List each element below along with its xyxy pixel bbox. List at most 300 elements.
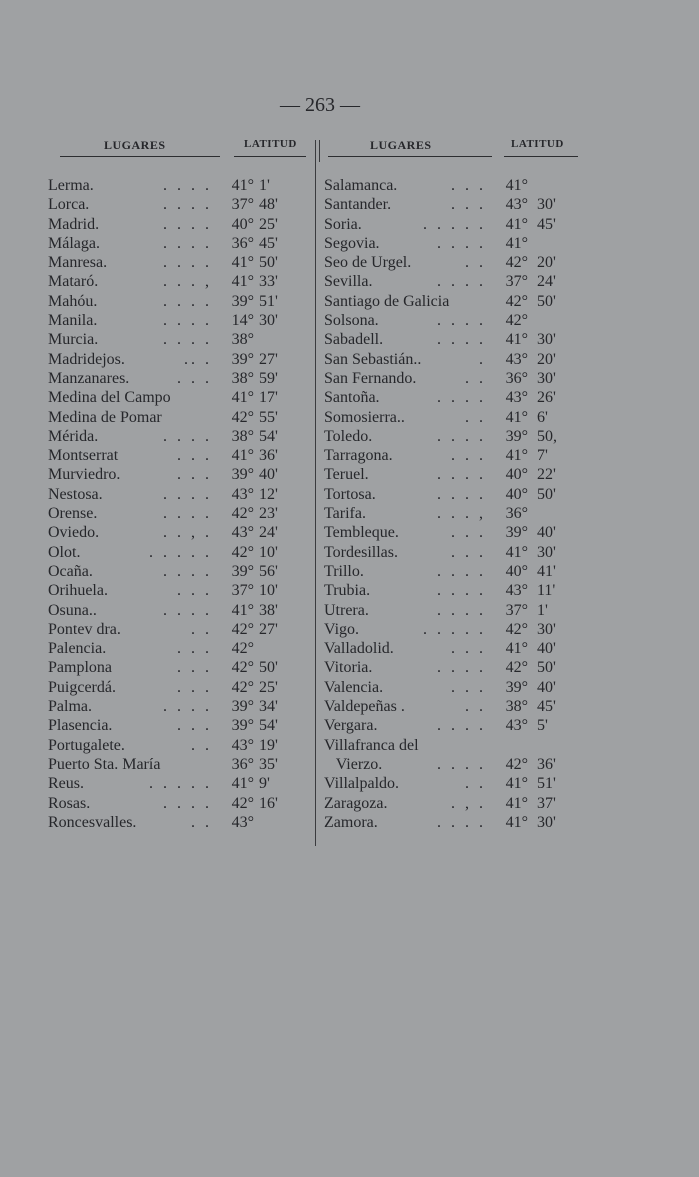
latitude-degrees: 41° bbox=[505, 234, 528, 252]
latitude-minutes: 20' bbox=[537, 254, 556, 272]
place-name: Reus. bbox=[48, 775, 84, 793]
latitude-degrees: 42° bbox=[505, 755, 528, 773]
left-header bbox=[48, 138, 310, 160]
place-name: Mataró. bbox=[48, 273, 99, 291]
latitude-minutes: 6' bbox=[537, 408, 548, 426]
place-name: Manila. bbox=[48, 312, 98, 330]
latitude-minutes: 40' bbox=[537, 640, 556, 658]
leader-dots: . . . . bbox=[437, 755, 486, 773]
latitude-minutes: 50' bbox=[537, 485, 556, 503]
table-row bbox=[48, 253, 310, 272]
latitude-minutes: 12' bbox=[259, 485, 278, 503]
latitude-minutes: 25' bbox=[259, 215, 278, 233]
leader-dots: . . . . bbox=[163, 292, 212, 310]
leader-dots: . . . . bbox=[163, 331, 212, 349]
place-name: Medina de Pomar bbox=[48, 408, 162, 426]
latitude-degrees: 43° bbox=[231, 485, 254, 503]
table-row bbox=[324, 311, 578, 330]
latitude-degrees: 39° bbox=[231, 717, 254, 735]
table-row bbox=[324, 601, 578, 620]
leader-dots: . . bbox=[191, 736, 212, 754]
latitude-minutes: 40' bbox=[537, 678, 556, 696]
place-name: Trubia. bbox=[324, 582, 371, 600]
latitude-degrees: 42° bbox=[505, 312, 528, 330]
table-row bbox=[324, 813, 578, 832]
leader-dots: . . . . bbox=[437, 331, 486, 349]
header-latitud: LATITUD bbox=[244, 138, 297, 150]
place-name: Teruel. bbox=[324, 466, 369, 484]
latitude-degrees: 41° bbox=[505, 215, 528, 233]
latitude-degrees: 40° bbox=[505, 562, 528, 580]
table-row bbox=[48, 446, 310, 465]
right-header bbox=[324, 138, 578, 160]
latitude-minutes: 33' bbox=[259, 273, 278, 291]
latitude-degrees: 43° bbox=[505, 389, 528, 407]
table-row bbox=[48, 523, 310, 542]
latitude-degrees: 41° bbox=[505, 331, 528, 349]
latitude-degrees: 41° bbox=[231, 254, 254, 272]
latitude-minutes: 30' bbox=[537, 369, 556, 387]
table-row bbox=[48, 427, 310, 446]
place-name: San Sebastián.. bbox=[324, 350, 422, 368]
leader-dots: . . . . . bbox=[149, 775, 212, 793]
latitude-degrees: 39° bbox=[231, 698, 254, 716]
place-name: Montserrat bbox=[48, 447, 119, 465]
place-name: Manresa. bbox=[48, 254, 108, 272]
latitude-minutes: 1' bbox=[259, 177, 270, 194]
latitude-degrees: 39° bbox=[231, 292, 254, 310]
latitude-degrees: 38° bbox=[231, 369, 254, 387]
table-row bbox=[48, 581, 310, 600]
table-row bbox=[48, 755, 310, 774]
leader-dots: . bbox=[479, 350, 486, 368]
latitude-minutes: 48' bbox=[259, 196, 278, 214]
latitude-minutes: 9' bbox=[259, 775, 270, 793]
leader-dots: . . . . bbox=[437, 389, 486, 407]
table-row bbox=[48, 465, 310, 484]
place-name: Murviedro. bbox=[48, 466, 121, 484]
table-row bbox=[48, 388, 310, 407]
table-row bbox=[48, 774, 310, 793]
place-name: Lorca. bbox=[48, 196, 90, 214]
leader-dots: . . . . . bbox=[423, 620, 486, 638]
latitude-degrees: 43° bbox=[231, 524, 254, 542]
table-row bbox=[48, 678, 310, 697]
leader-dots: . . . bbox=[451, 447, 486, 465]
leader-dots: . . . . bbox=[437, 273, 486, 291]
header-lugares: LUGARES bbox=[370, 138, 432, 152]
latitude-minutes: 30' bbox=[537, 620, 556, 638]
table-row bbox=[324, 523, 578, 542]
column-divider-accent bbox=[319, 140, 320, 162]
latitude-minutes: 51' bbox=[259, 292, 278, 310]
table-row bbox=[324, 755, 578, 774]
latitude-minutes: 27' bbox=[259, 350, 278, 368]
leader-dots: . . . . bbox=[437, 466, 486, 484]
leader-dots: . . . bbox=[451, 524, 486, 542]
table-row bbox=[324, 562, 578, 581]
leader-dots: . . . . bbox=[163, 698, 212, 716]
left-column bbox=[48, 138, 310, 831]
latitude-minutes: 38' bbox=[259, 601, 278, 619]
latitude-minutes: 23' bbox=[259, 505, 278, 523]
latitude-degrees: 40° bbox=[505, 485, 528, 503]
leader-dots: . . . bbox=[177, 369, 212, 387]
latitude-degrees: 41° bbox=[231, 273, 254, 291]
leader-dots: . . . . bbox=[437, 485, 486, 503]
leader-dots: . . bbox=[465, 369, 486, 387]
leader-dots: . . bbox=[191, 813, 212, 831]
place-name: Murcia. bbox=[48, 331, 99, 349]
latitude-minutes: 45' bbox=[537, 698, 556, 716]
latitude-minutes: 30' bbox=[537, 331, 556, 349]
table-row bbox=[48, 485, 310, 504]
leader-dots: . . . . bbox=[163, 234, 212, 252]
table-row bbox=[324, 330, 578, 349]
latitude-degrees: 41° bbox=[231, 389, 254, 407]
table-row bbox=[324, 581, 578, 600]
latitude-degrees: 39° bbox=[231, 466, 254, 484]
place-name: Villalpaldo. bbox=[324, 775, 400, 793]
right-column bbox=[324, 138, 578, 831]
leader-dots: . . . . . bbox=[149, 543, 212, 561]
place-name: Lerma. bbox=[48, 177, 94, 194]
page-number: — 263 — bbox=[280, 94, 360, 116]
place-name: Somosierra.. bbox=[324, 408, 405, 426]
place-name: Salamanca. bbox=[324, 177, 398, 194]
place-name: Tordesillas. bbox=[324, 543, 398, 561]
latitude-degrees: 36° bbox=[505, 505, 528, 523]
header-lugares: LUGARES bbox=[104, 138, 166, 152]
table-row bbox=[48, 504, 310, 523]
latitude-minutes: 40' bbox=[259, 466, 278, 484]
table-row bbox=[48, 369, 310, 388]
table-row bbox=[48, 562, 310, 581]
place-name: Vigo. bbox=[324, 620, 360, 638]
place-name: Utrera. bbox=[324, 601, 369, 619]
table-row bbox=[48, 176, 310, 195]
latitude-degrees: 40° bbox=[505, 466, 528, 484]
latitude-minutes: 50' bbox=[537, 292, 556, 310]
table-row bbox=[48, 195, 310, 214]
leader-dots: . . . , bbox=[163, 273, 212, 291]
header-rule-lugares bbox=[328, 156, 492, 157]
table-row bbox=[48, 620, 310, 639]
leader-dots: . . . . bbox=[437, 312, 486, 330]
place-name: Sevilla. bbox=[324, 273, 373, 291]
table-row bbox=[48, 543, 310, 562]
latitude-degrees: 41° bbox=[231, 775, 254, 793]
table-row bbox=[324, 253, 578, 272]
place-name: Málaga. bbox=[48, 234, 100, 252]
place-name: Mahóu. bbox=[48, 292, 98, 310]
leader-dots: . . bbox=[465, 775, 486, 793]
latitude-minutes: 45' bbox=[259, 234, 278, 252]
place-name: Santiago de Galicia bbox=[324, 292, 450, 310]
header-rule-latitud bbox=[234, 156, 306, 157]
leader-dots: . . . , bbox=[437, 505, 486, 523]
latitude-degrees: 42° bbox=[231, 543, 254, 561]
table-row bbox=[324, 234, 578, 253]
latitude-degrees: 14° bbox=[231, 312, 254, 330]
table-row bbox=[48, 658, 310, 677]
place-name: Tembleque. bbox=[324, 524, 399, 542]
table-row bbox=[324, 794, 578, 813]
leader-dots: . . . . bbox=[437, 659, 486, 677]
latitude-minutes: 22' bbox=[537, 466, 556, 484]
table-row bbox=[324, 176, 578, 195]
table-row bbox=[324, 215, 578, 234]
table-row bbox=[48, 234, 310, 253]
latitude-degrees: 42° bbox=[505, 659, 528, 677]
leader-dots: . . . . bbox=[163, 562, 212, 580]
latitude-degrees: 42° bbox=[231, 659, 254, 677]
latitude-degrees: 42° bbox=[231, 408, 254, 426]
place-name: Zaragoza. bbox=[324, 794, 388, 812]
latitude-minutes: 41' bbox=[537, 562, 556, 580]
header-latitud: LATITUD bbox=[511, 138, 564, 150]
table-row bbox=[324, 446, 578, 465]
leader-dots: . . . . bbox=[163, 427, 212, 445]
latitude-minutes: 51' bbox=[537, 775, 556, 793]
latitude-degrees: 39° bbox=[505, 678, 528, 696]
table-row bbox=[324, 427, 578, 446]
latitude-degrees: 42° bbox=[231, 794, 254, 812]
place-name: Portugalete. bbox=[48, 736, 125, 754]
leader-dots: . , . bbox=[451, 794, 486, 812]
latitude-minutes: 20' bbox=[537, 350, 556, 368]
leader-dots: . . . bbox=[451, 543, 486, 561]
latitude-minutes: 30' bbox=[537, 543, 556, 561]
leader-dots: . . . . bbox=[437, 582, 486, 600]
latitude-degrees: 41° bbox=[505, 177, 528, 194]
place-name: Nestosa. bbox=[48, 485, 103, 503]
place-name: Solsona. bbox=[324, 312, 379, 330]
latitude-degrees: 43° bbox=[231, 736, 254, 754]
latitude-degrees: 39° bbox=[231, 350, 254, 368]
latitude-degrees: 41° bbox=[505, 640, 528, 658]
column-divider bbox=[315, 140, 316, 846]
leader-dots: . . . . bbox=[437, 601, 486, 619]
latitude-degrees: 41° bbox=[505, 775, 528, 793]
latitude-degrees: 41° bbox=[505, 447, 528, 465]
latitude-degrees: 38° bbox=[231, 427, 254, 445]
place-name: Santander. bbox=[324, 196, 392, 214]
latitude-minutes: 37' bbox=[537, 794, 556, 812]
place-name: Orihuela. bbox=[48, 582, 108, 600]
place-name: Olot. bbox=[48, 543, 81, 561]
table-row bbox=[324, 774, 578, 793]
leader-dots: . . . bbox=[451, 678, 486, 696]
place-name: Toledo. bbox=[324, 427, 373, 445]
place-name: Villafranca del bbox=[324, 736, 419, 754]
latitude-minutes: 19' bbox=[259, 736, 278, 754]
place-name: Valencia. bbox=[324, 678, 384, 696]
leader-dots: . . . . bbox=[163, 215, 212, 233]
latitude-minutes: 50' bbox=[259, 254, 278, 272]
latitude-degrees: 41° bbox=[231, 447, 254, 465]
latitude-minutes: 55' bbox=[259, 408, 278, 426]
leader-dots: . . . . bbox=[163, 505, 212, 523]
table-row bbox=[324, 408, 578, 427]
latitude-minutes: 17' bbox=[259, 389, 278, 407]
latitude-degrees: 36° bbox=[231, 234, 254, 252]
latitude-degrees: 42° bbox=[231, 620, 254, 638]
latitude-degrees: 36° bbox=[505, 369, 528, 387]
leader-dots: . . . . bbox=[163, 312, 212, 330]
place-name: Madrid. bbox=[48, 215, 100, 233]
place-name: Tarragona. bbox=[324, 447, 393, 465]
table-row bbox=[324, 465, 578, 484]
place-name: Vierzo. bbox=[324, 755, 383, 773]
leader-dots: . . bbox=[191, 620, 212, 638]
place-name: Valladolid. bbox=[324, 640, 394, 658]
latitude-minutes: 24' bbox=[537, 273, 556, 291]
table-row bbox=[324, 620, 578, 639]
latitude-minutes: 11' bbox=[537, 582, 556, 600]
place-name: Tortosa. bbox=[324, 485, 376, 503]
leader-dots: . . . . bbox=[163, 196, 212, 214]
place-name: Pontev dra. bbox=[48, 620, 121, 638]
place-name: Vergara. bbox=[324, 717, 378, 735]
leader-dots: . . . . bbox=[437, 427, 486, 445]
latitude-degrees: 38° bbox=[231, 331, 254, 349]
table-row bbox=[48, 601, 310, 620]
leader-dots: . . . . bbox=[163, 485, 212, 503]
latitude-degrees: 37° bbox=[231, 582, 254, 600]
place-name: Osuna.. bbox=[48, 601, 97, 619]
place-name: Sabadell. bbox=[324, 331, 384, 349]
leader-dots: . . bbox=[465, 408, 486, 426]
latitude-degrees: 41° bbox=[505, 813, 528, 831]
latitude-minutes: 50' bbox=[259, 659, 278, 677]
table-row bbox=[324, 716, 578, 735]
table-row bbox=[48, 716, 310, 735]
latitude-degrees: 43° bbox=[231, 813, 254, 831]
latitude-degrees: 39° bbox=[231, 562, 254, 580]
place-name: Pamplona bbox=[48, 659, 112, 677]
latitude-minutes: 54' bbox=[259, 717, 278, 735]
table-row bbox=[324, 678, 578, 697]
table-row bbox=[324, 292, 578, 311]
place-name: Vitoria. bbox=[324, 659, 373, 677]
latitude-minutes: 1' bbox=[537, 601, 548, 619]
table-row bbox=[324, 697, 578, 716]
latitude-degrees: 42° bbox=[505, 292, 528, 310]
place-name: Mérida. bbox=[48, 427, 99, 445]
latitude-minutes: 56' bbox=[259, 562, 278, 580]
latitude-degrees: 38° bbox=[505, 698, 528, 716]
place-name: Plasencia. bbox=[48, 717, 113, 735]
table-row bbox=[48, 272, 310, 291]
latitude-degrees: 43° bbox=[505, 582, 528, 600]
right-rows bbox=[324, 176, 578, 832]
table-row bbox=[48, 794, 310, 813]
table-row bbox=[48, 408, 310, 427]
latitude-minutes: 36' bbox=[259, 447, 278, 465]
table-row bbox=[48, 639, 310, 658]
table-row bbox=[324, 195, 578, 214]
table-row bbox=[48, 697, 310, 716]
header-rule-latitud bbox=[504, 156, 578, 157]
place-name: Palencia. bbox=[48, 640, 107, 658]
latitude-degrees: 43° bbox=[505, 350, 528, 368]
place-name: Ocaña. bbox=[48, 562, 93, 580]
place-name: Puigcerdá. bbox=[48, 678, 116, 696]
latitude-degrees: 37° bbox=[231, 196, 254, 214]
table-row bbox=[48, 330, 310, 349]
latitude-degrees: 41° bbox=[505, 543, 528, 561]
latitude-minutes: 25' bbox=[259, 678, 278, 696]
latitude-minutes: 30' bbox=[259, 312, 278, 330]
place-name: San Fernando. bbox=[324, 369, 417, 387]
latitude-degrees: 43° bbox=[505, 196, 528, 214]
place-name: Oviedo. bbox=[48, 524, 100, 542]
table-row bbox=[324, 272, 578, 291]
latitude-minutes: 36' bbox=[537, 755, 556, 773]
place-name: Madridejos. bbox=[48, 350, 125, 368]
place-name: Trillo. bbox=[324, 562, 364, 580]
leader-dots: . . . bbox=[177, 466, 212, 484]
place-name: Roncesvalles. bbox=[48, 813, 137, 831]
place-name: Orense. bbox=[48, 505, 98, 523]
table-row bbox=[48, 813, 310, 832]
latitude-minutes: 50, bbox=[537, 427, 557, 445]
leader-dots: . . . bbox=[177, 447, 212, 465]
leader-dots: . . . bbox=[177, 717, 212, 735]
table-row bbox=[48, 350, 310, 369]
header-rule-lugares bbox=[60, 156, 220, 157]
latitude-minutes: 34' bbox=[259, 698, 278, 716]
latitude-degrees: 36° bbox=[231, 755, 254, 773]
table-row bbox=[324, 639, 578, 658]
latitude-degrees: 42° bbox=[231, 640, 254, 658]
latitude-degrees: 41° bbox=[505, 408, 528, 426]
leader-dots: . . . bbox=[177, 582, 212, 600]
latitude-minutes: 5' bbox=[537, 717, 548, 735]
leader-dots: . . . bbox=[177, 678, 212, 696]
leader-dots: . . . bbox=[451, 177, 486, 194]
latitude-minutes: 40' bbox=[537, 524, 556, 542]
leader-dots: . . . bbox=[451, 640, 486, 658]
leader-dots: . . . bbox=[177, 640, 212, 658]
leader-dots: . . . . bbox=[163, 601, 212, 619]
left-rows bbox=[48, 176, 310, 832]
latitude-minutes: 16' bbox=[259, 794, 278, 812]
leader-dots: . . . . bbox=[163, 794, 212, 812]
leader-dots: . . . . bbox=[163, 177, 212, 194]
leader-dots: . . . . bbox=[437, 717, 486, 735]
place-name: Puerto Sta. María bbox=[48, 755, 161, 773]
latitude-degrees: 42° bbox=[505, 620, 528, 638]
table-row bbox=[324, 369, 578, 388]
latitude-degrees: 41° bbox=[231, 601, 254, 619]
latitude-minutes: 10' bbox=[259, 543, 278, 561]
table-row bbox=[324, 504, 578, 523]
latitude-degrees: 40° bbox=[231, 215, 254, 233]
leader-dots: . . . . bbox=[163, 254, 212, 272]
place-name: Segovia. bbox=[324, 234, 380, 252]
place-name: Soria. bbox=[324, 215, 362, 233]
table-row bbox=[48, 311, 310, 330]
latitude-minutes: 50' bbox=[537, 659, 556, 677]
latitude-minutes: 54' bbox=[259, 427, 278, 445]
table-row bbox=[324, 543, 578, 562]
table-row bbox=[324, 485, 578, 504]
latitude-minutes: 30' bbox=[537, 196, 556, 214]
latitude-degrees: 42° bbox=[505, 254, 528, 272]
latitude-degrees: 37° bbox=[505, 601, 528, 619]
